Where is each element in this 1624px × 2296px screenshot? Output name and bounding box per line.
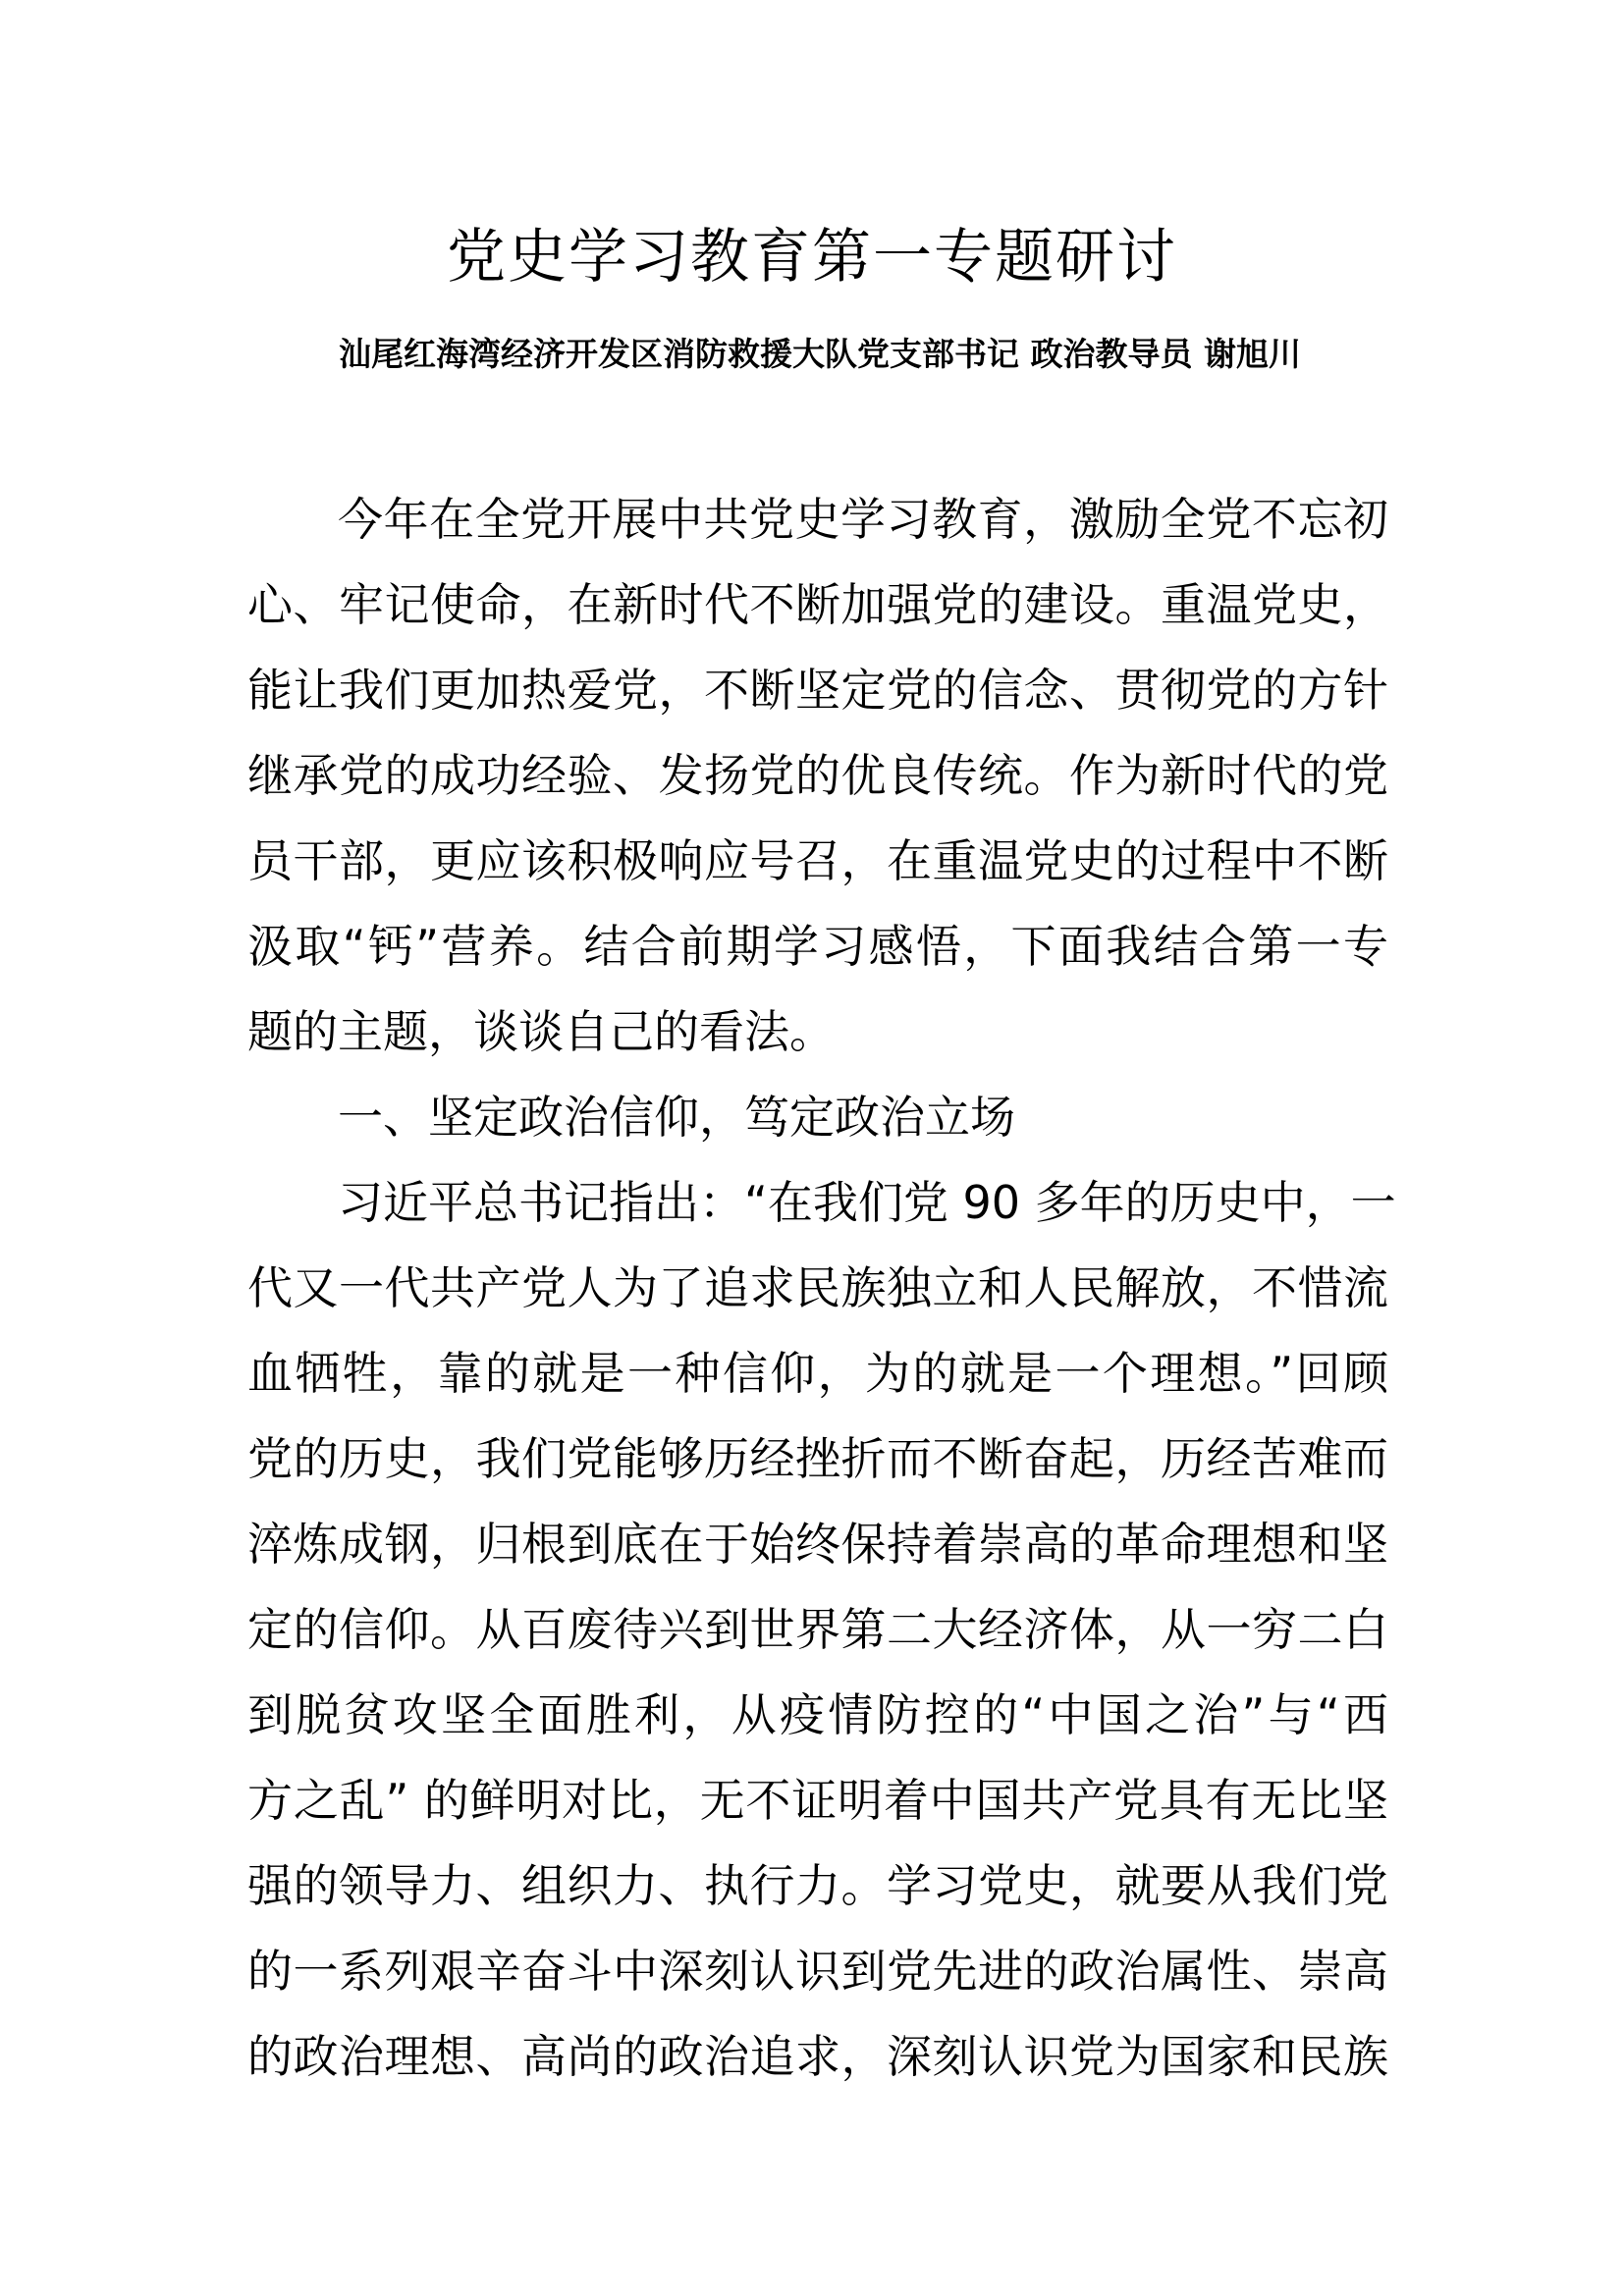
paragraph-line: 的一系列艰辛奋斗中深刻认识到党先进的政治属性、崇高 [247, 1945, 1388, 1998]
paragraph-line: 血牺牲，靠的就是一种信仰，为的就是一个理想。”回顾 [247, 1347, 1388, 1400]
paragraph-line: 强的领导力、组织力、执行力。学习党史，就要从我们党 [247, 1859, 1388, 1912]
paragraph-line: 题的主题，谈谈自己的看法。 [247, 1005, 835, 1058]
paragraph-line: 党的历史，我们党能够历经挫折而不断奋起，历经苦难而 [247, 1432, 1388, 1485]
paragraph-line: 心、牢记使命，在新时代不断加强党的建设。重温党史， [247, 578, 1388, 631]
paragraph-line: 汲取“钙”营养。结合前期学习感悟，下面我结合第一专 [247, 920, 1388, 973]
section-heading: 一、坚定政治信仰，笃定政治立场 [338, 1091, 1015, 1144]
document-title: 党史学习教育第一专题研讨 [447, 223, 1177, 292]
paragraph-line: 到脱贫攻坚全面胜利，从疫情防控的“中国之治”与“西 [247, 1688, 1388, 1741]
paragraph-line: 的政治理想、高尚的政治追求，深刻认识党为国家和民族 [247, 2030, 1388, 2083]
paragraph-line: 习近平总书记指出：“在我们党 90 多年的历史中，一 [338, 1176, 1396, 1229]
paragraph-line: 员干部，更应该积极响应号召，在重温党史的过程中不断 [247, 834, 1388, 887]
paragraph-line: 淬炼成钢，归根到底在于始终保持着崇高的革命理想和坚 [247, 1518, 1388, 1571]
paragraph-line: 定的信仰。从百废待兴到世界第二大经济体，从一穷二白 [247, 1603, 1388, 1656]
paragraph-line: 代又一代共产党人为了追求民族独立和人民解放，不惜流 [247, 1261, 1388, 1314]
author-line: 汕尾红海湾经济开发区消防救援大队党支部书记 政治教导员 谢旭川 [339, 335, 1301, 373]
paragraph-line: 能让我们更加热爱党，不断坚定党的信念、贯彻党的方针 [247, 664, 1388, 717]
paragraph-line: 方之乱” 的鲜明对比，无不证明着中国共产党具有无比坚 [247, 1774, 1388, 1827]
paragraph-line: 今年在全党开展中共党史学习教育，激励全党不忘初 [338, 493, 1388, 546]
document-body [247, 477, 1396, 2100]
paragraph-line: 继承党的成功经验、发扬党的优良传统。作为新时代的党 [247, 749, 1388, 802]
